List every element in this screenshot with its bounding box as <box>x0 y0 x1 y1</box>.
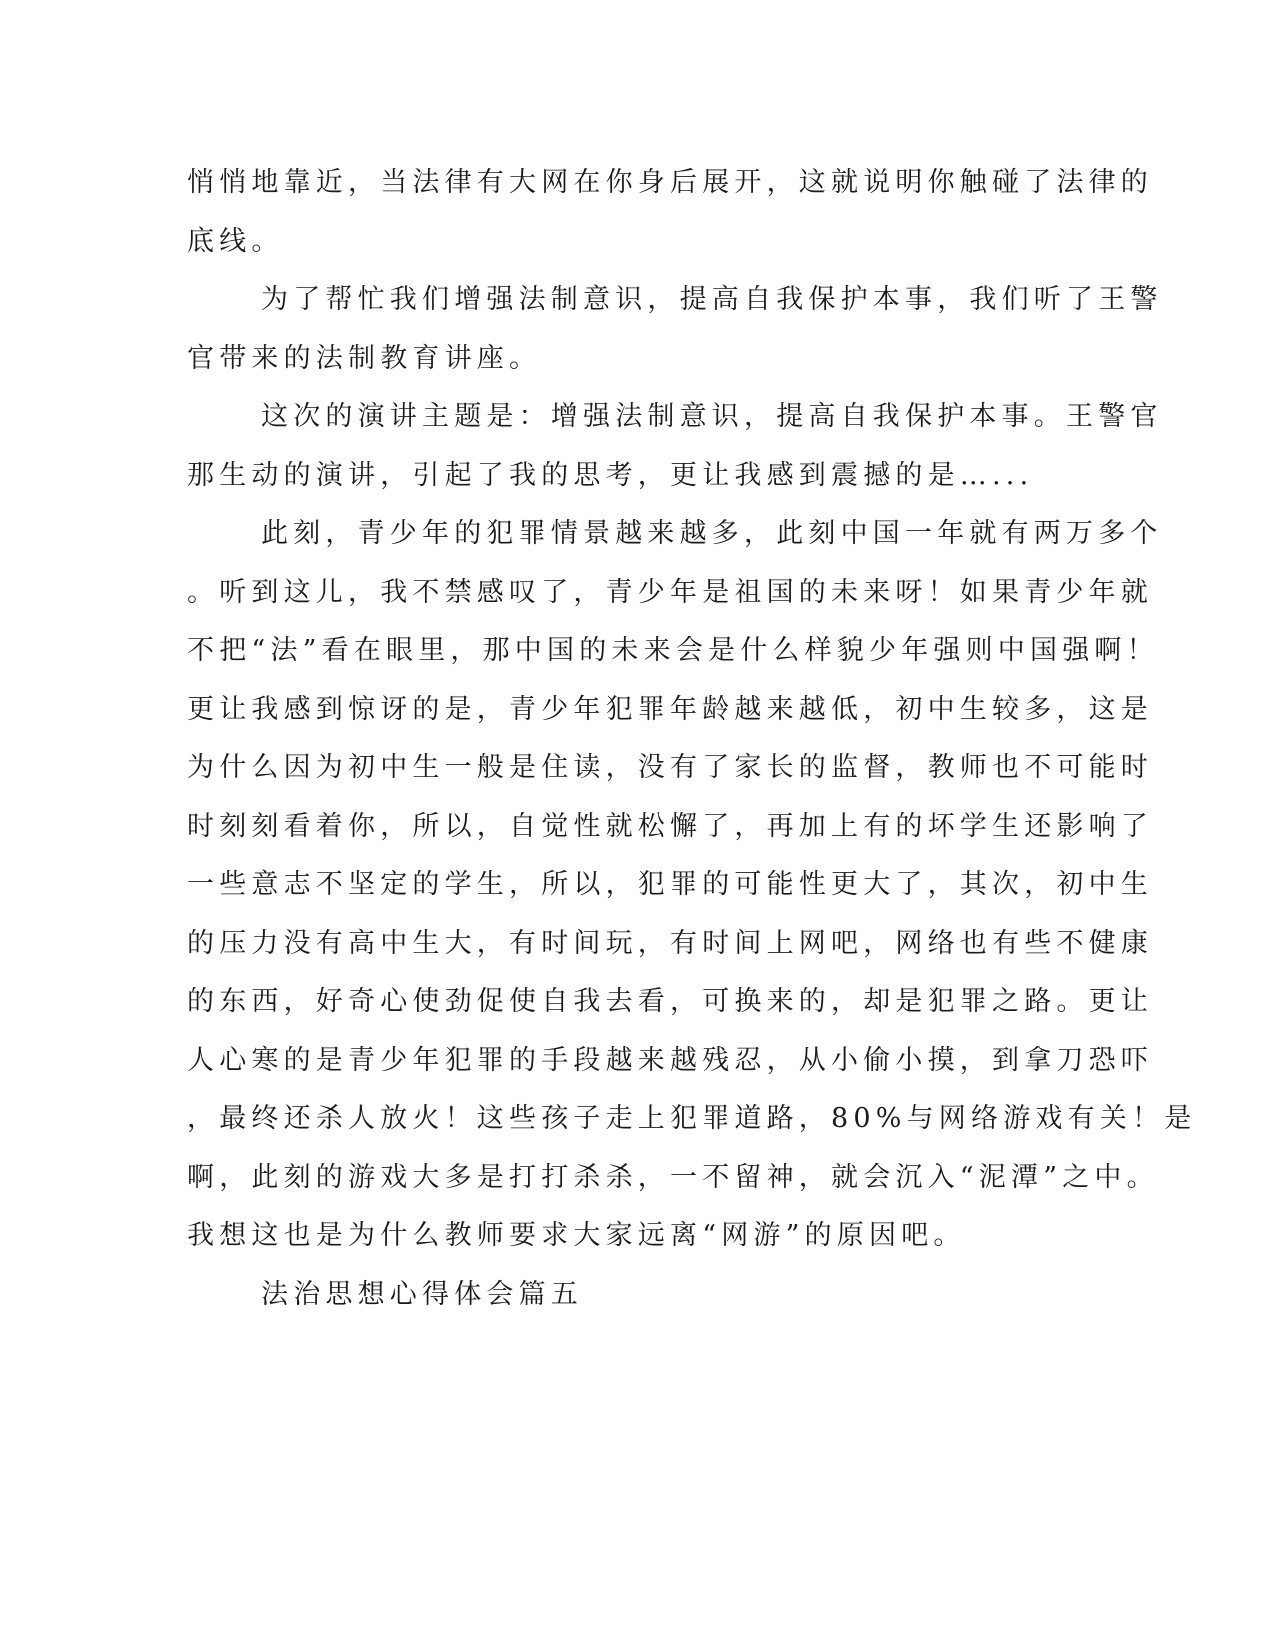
text-line: 啊，此刻的游戏大多是打打杀杀，一不留神，就会沉入“泥潭”之中。 <box>187 1161 1159 1193</box>
paragraph-start-line: 这次的演讲主题是：增强法制意识，提高自我保护本事。王警官 <box>261 401 1163 432</box>
text-line: 更让我感到惊讶的是，青少年犯罪年龄越来越低，初中生较多，这是 <box>187 693 1153 725</box>
text-line: 时刻刻看着你，所以，自觉性就松懈了，再加上有的坏学生还影响了 <box>187 810 1153 842</box>
text-line: 一些意志不坚定的学生，所以，犯罪的可能性更大了，其次，初中生 <box>187 869 1153 900</box>
paragraph-start-line: 此刻，青少年的犯罪情景越来越多，此刻中国一年就有两万多个 <box>261 518 1163 549</box>
text-line: 的东西，好奇心使劲促使自我去看，可换来的，却是犯罪之路。更让 <box>187 986 1153 1017</box>
section-heading: 法治思想心得体会篇五 <box>261 1278 583 1310</box>
text-line: 我想这也是为什么教师要求大家远离“网游”的原因吧。 <box>187 1220 966 1251</box>
text-line: 底线。 <box>187 225 284 257</box>
text-line: 那生动的演讲，引起了我的思考，更让我感到震撼的是…... <box>187 459 1034 491</box>
document-body <box>187 154 1197 1324</box>
text-line: 人心寒的是青少年犯罪的手段越来越残忍，从小偷小摸，到拿刀恐吓 <box>187 1044 1153 1076</box>
text-line: 悄悄地靠近，当法律有大网在你身后展开，这就说明你触碰了法律的 <box>187 167 1153 198</box>
text-line: 为什么因为初中生一般是住读，没有了家长的监督，教师也不可能时 <box>187 752 1153 783</box>
text-line: 不把“法”看在眼里，那中国的未来会是什么样貌少年强则中国强啊！ <box>187 635 1159 666</box>
text-line: 官带来的法制教育讲座。 <box>187 342 542 374</box>
text-line: 。听到这儿，我不禁感叹了，青少年是祖国的未来呀！如果青少年就 <box>187 576 1153 608</box>
paragraph-start-line: 为了帮忙我们增强法制意识，提高自我保护本事，我们听了王警 <box>261 284 1163 315</box>
text-line: ，最终还杀人放火！这些孩子走上犯罪道路，80%与网络游戏有关！是 <box>187 1103 1197 1134</box>
text-line: 的压力没有高中生大，有时间玩，有时间上网吧，网络也有些不健康 <box>187 927 1153 959</box>
